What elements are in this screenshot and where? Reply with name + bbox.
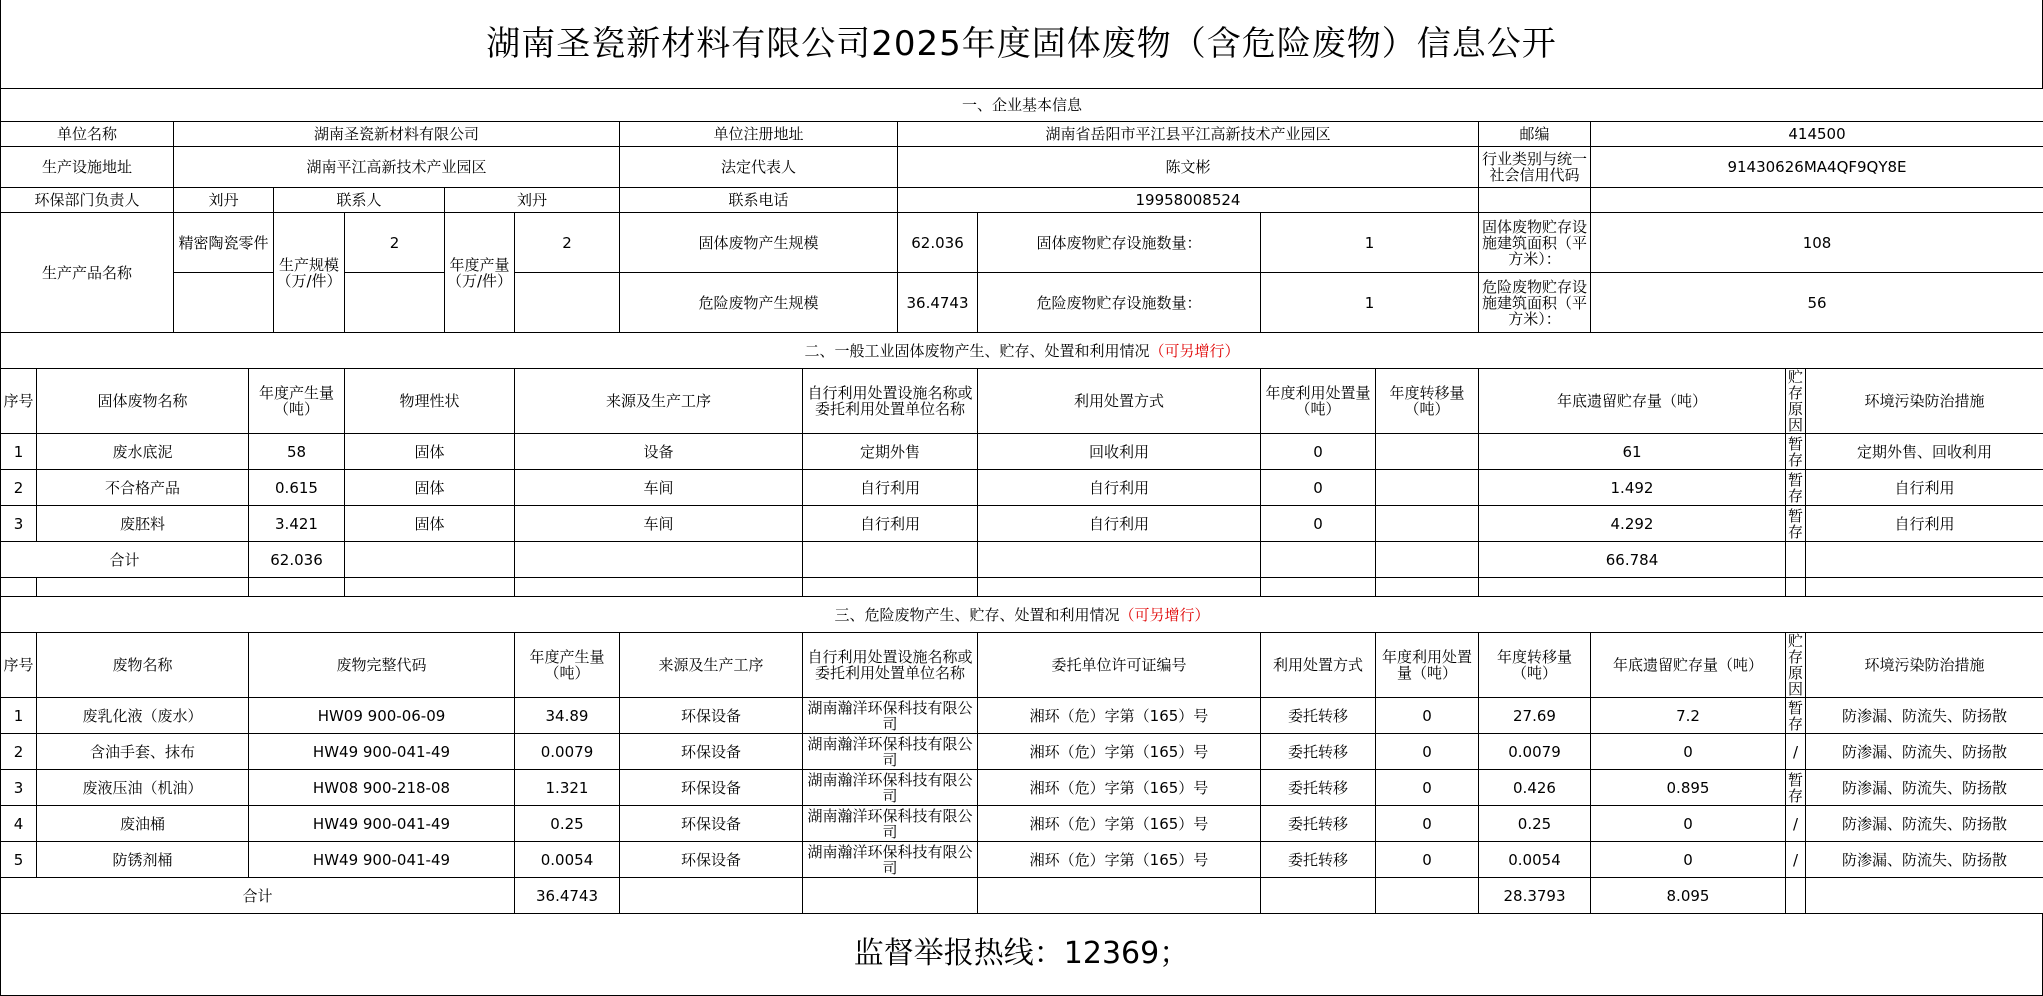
s3-cell: /	[1786, 842, 1806, 878]
s2-cell: 0.615	[249, 470, 345, 506]
s2-cell: 固体	[345, 434, 515, 470]
blank-cell	[345, 542, 515, 578]
s3-table-row	[1, 770, 2043, 806]
reg-addr-label: 单位注册地址	[620, 122, 898, 147]
s3-cell: 0	[1376, 770, 1479, 806]
s3-cell: 0.0054	[515, 842, 620, 878]
s2-cell: 回收利用	[978, 434, 1261, 470]
s2-cell	[1376, 506, 1479, 542]
s2-cell: 4.292	[1479, 506, 1786, 542]
s2-total-label: 合计	[1, 542, 249, 578]
solid-area-value: 108	[1591, 213, 2043, 273]
s3-cell: 0.0079	[515, 734, 620, 770]
s3-total-storage: 8.095	[1591, 878, 1786, 914]
section3-title: 三、危险废物产生、贮存、处置和利用情况	[834, 606, 1119, 624]
s2-cell: 61	[1479, 434, 1786, 470]
s2-cell: 暂存	[1786, 434, 1806, 470]
s3-cell: 4	[1, 806, 37, 842]
product-label: 生产产品名称	[1, 213, 174, 333]
s2-cell	[1376, 470, 1479, 506]
blank-cell	[1376, 542, 1479, 578]
s2-header-cell: 年度产生量（吨）	[249, 369, 345, 434]
s3-cell: HW08 900-218-08	[249, 770, 515, 806]
s3-cell: 防渗漏、防流失、防扬散	[1806, 734, 2043, 770]
haz-area-value: 56	[1591, 273, 2043, 333]
s3-cell: 湖南瀚洋环保科技有限公司	[803, 842, 978, 878]
prod-scale-value: 2	[345, 213, 445, 273]
s3-cell: 湖南瀚洋环保科技有限公司	[803, 698, 978, 734]
s3-table-row	[1, 842, 2043, 878]
s3-header-cell: 委托单位许可证编号	[978, 633, 1261, 698]
s2-total-storage: 66.784	[1479, 542, 1786, 578]
s3-cell: 0.0079	[1479, 734, 1591, 770]
s3-cell: 环保设备	[620, 734, 803, 770]
phone-value: 19958008524	[898, 188, 1479, 213]
s2-header-cell: 贮存原因	[1786, 369, 1806, 434]
industry-label: 行业类别与统一社会信用代码	[1479, 147, 1591, 188]
s3-cell: 0	[1591, 734, 1786, 770]
blank-cell	[515, 542, 803, 578]
s3-cell: 5	[1, 842, 37, 878]
section3-heading	[1, 597, 2043, 633]
section2-title: 二、一般工业固体废物产生、贮存、处置和利用情况	[804, 342, 1149, 360]
s3-table-row	[1, 806, 2043, 842]
s3-cell: 0	[1376, 806, 1479, 842]
page-title: 湖南圣瓷新材料有限公司2025年度固体废物（含危险废物）信息公开	[0, 0, 2043, 88]
s2-cell: 自行利用	[978, 470, 1261, 506]
blank-cell	[1261, 542, 1376, 578]
s3-cell: 2	[1, 734, 37, 770]
haz-area-label: 危险废物贮存设施建筑面积（平方米）：	[1479, 273, 1591, 333]
blank-cell	[1376, 878, 1479, 914]
s2-cell: 不合格产品	[37, 470, 249, 506]
annual-output-value: 2	[515, 213, 620, 273]
s3-cell: 委托转移	[1261, 806, 1376, 842]
s3-cell: HW09 900-06-09	[249, 698, 515, 734]
section2-heading	[1, 333, 2043, 369]
s2-cell: 58	[249, 434, 345, 470]
s3-cell: 0	[1376, 698, 1479, 734]
s3-header-cell: 年度转移量（吨）	[1479, 633, 1591, 698]
s3-table-row	[1, 734, 2043, 770]
unit-name-label: 单位名称	[1, 122, 174, 147]
s3-cell: 0.895	[1591, 770, 1786, 806]
s3-header-cell: 年度产生量（吨）	[515, 633, 620, 698]
phone-label: 联系电话	[620, 188, 898, 213]
blank-cell	[1806, 878, 2043, 914]
s3-header-cell: 废物完整代码	[249, 633, 515, 698]
s2-header-cell: 序号	[1, 369, 37, 434]
s2-header-cell: 环境污染防治措施	[1806, 369, 2043, 434]
blank-cell	[1479, 188, 1591, 213]
s2-cell: 废水底泥	[37, 434, 249, 470]
s3-cell: 环保设备	[620, 698, 803, 734]
env-head-value: 刘丹	[174, 188, 274, 213]
s2-header-cell: 年度转移量（吨）	[1376, 369, 1479, 434]
contact-value: 刘丹	[445, 188, 620, 213]
s3-cell: 环保设备	[620, 770, 803, 806]
s2-cell: 0	[1261, 434, 1376, 470]
haz-facility-count-value: 1	[1261, 273, 1479, 333]
blank-cell	[515, 273, 620, 333]
s3-cell: 0	[1591, 806, 1786, 842]
s3-cell: 湘环（危）字第（165）号	[978, 734, 1261, 770]
s3-cell: 废液压油（机油）	[37, 770, 249, 806]
solid-scale-value: 62.036	[898, 213, 978, 273]
s3-header-cell: 年度利用处置量（吨）	[1376, 633, 1479, 698]
s3-total-transfer: 28.3793	[1479, 878, 1591, 914]
section3-note: （可另增行）	[1120, 606, 1210, 624]
s2-cell: 3	[1, 506, 37, 542]
s3-cell: 湘环（危）字第（165）号	[978, 842, 1261, 878]
s3-cell: 含油手套、抹布	[37, 734, 249, 770]
blank-cell	[174, 273, 274, 333]
s2-total-row	[1, 542, 2043, 578]
hotline-text: 监督举报热线：12369；	[0, 914, 2043, 996]
facility-addr-label: 生产设施地址	[1, 147, 174, 188]
reg-addr-value: 湖南省岳阳市平江县平江高新技术产业园区	[898, 122, 1479, 147]
s3-cell: 暂存	[1786, 770, 1806, 806]
solid-scale-label: 固体废物产生规模	[620, 213, 898, 273]
haz-facility-count-label: 危险废物贮存设施数量：	[978, 273, 1261, 333]
blank-cell	[1806, 542, 2043, 578]
s2-cell: 设备	[515, 434, 803, 470]
blank-cell	[978, 542, 1261, 578]
s3-cell: 委托转移	[1261, 770, 1376, 806]
s2-cell: 自行利用	[978, 506, 1261, 542]
s2-cell: 自行利用	[1806, 470, 2043, 506]
s3-cell: 1	[1, 698, 37, 734]
blank-cell	[1591, 188, 2043, 213]
spacer-row	[1, 578, 2043, 597]
s3-cell: 1.321	[515, 770, 620, 806]
s2-cell	[1376, 434, 1479, 470]
annual-output-label: 年度产量（万/件）	[445, 213, 515, 333]
haz-scale-label: 危险废物产生规模	[620, 273, 898, 333]
s3-cell: /	[1786, 734, 1806, 770]
s3-cell: 防渗漏、防流失、防扬散	[1806, 770, 2043, 806]
facility-addr-value: 湖南平江高新技术产业园区	[174, 147, 620, 188]
s2-cell: 废胚料	[37, 506, 249, 542]
s3-cell: HW49 900-041-49	[249, 842, 515, 878]
s2-cell: 暂存	[1786, 506, 1806, 542]
s3-cell: HW49 900-041-49	[249, 734, 515, 770]
s3-cell: 暂存	[1786, 698, 1806, 734]
prod-scale-label: 生产规模（万/件）	[274, 213, 345, 333]
s3-cell: 湖南瀚洋环保科技有限公司	[803, 770, 978, 806]
s3-cell: 湖南瀚洋环保科技有限公司	[803, 806, 978, 842]
s2-cell: 暂存	[1786, 470, 1806, 506]
s3-cell: 防渗漏、防流失、防扬散	[1806, 842, 2043, 878]
s3-cell: 3	[1, 770, 37, 806]
s3-cell: 0	[1591, 842, 1786, 878]
blank-cell	[1786, 878, 1806, 914]
s3-header-cell: 序号	[1, 633, 37, 698]
legal-rep-value: 陈文彬	[898, 147, 1479, 188]
section1-heading: 一、企业基本信息	[1, 89, 2043, 122]
s3-cell: 0.426	[1479, 770, 1591, 806]
s3-header-cell: 废物名称	[37, 633, 249, 698]
s3-header-cell: 环境污染防治措施	[1806, 633, 2043, 698]
s3-cell: 委托转移	[1261, 842, 1376, 878]
s2-table-row	[1, 470, 2043, 506]
blank-cell	[345, 273, 445, 333]
s3-cell: 防锈剂桶	[37, 842, 249, 878]
s2-table-row	[1, 434, 2043, 470]
s3-header-cell: 来源及生产工序	[620, 633, 803, 698]
contact-label: 联系人	[274, 188, 445, 213]
blank-cell	[620, 878, 803, 914]
s3-cell: 0.25	[515, 806, 620, 842]
blank-cell	[978, 878, 1261, 914]
env-head-label: 环保部门负责人	[1, 188, 174, 213]
blank-cell	[803, 878, 978, 914]
s2-cell: 0	[1261, 470, 1376, 506]
blank-cell	[1786, 542, 1806, 578]
s3-cell: 湘环（危）字第（165）号	[978, 698, 1261, 734]
s2-cell: 车间	[515, 506, 803, 542]
s3-cell: 湖南瀚洋环保科技有限公司	[803, 734, 978, 770]
s3-cell: 27.69	[1479, 698, 1591, 734]
solid-area-label: 固体废物贮存设施建筑面积（平方米）：	[1479, 213, 1591, 273]
s2-cell: 车间	[515, 470, 803, 506]
legal-rep-label: 法定代表人	[620, 147, 898, 188]
s2-header-cell: 固体废物名称	[37, 369, 249, 434]
s2-table-row	[1, 506, 2043, 542]
s3-cell: /	[1786, 806, 1806, 842]
s2-header-cell: 年度利用处置量（吨）	[1261, 369, 1376, 434]
s3-total-label: 合计	[1, 878, 515, 914]
s3-cell: 废油桶	[37, 806, 249, 842]
haz-scale-value: 36.4743	[898, 273, 978, 333]
s3-header-cell: 利用处置方式	[1261, 633, 1376, 698]
s2-header-cell: 来源及生产工序	[515, 369, 803, 434]
s2-header-cell: 利用处置方式	[978, 369, 1261, 434]
s2-cell: 1	[1, 434, 37, 470]
s3-header-cell: 贮存原因	[1786, 633, 1806, 698]
s3-cell: 0.25	[1479, 806, 1591, 842]
product-value: 精密陶瓷零件	[174, 213, 274, 273]
s2-cell: 固体	[345, 506, 515, 542]
s2-cell: 3.421	[249, 506, 345, 542]
s3-cell: 委托转移	[1261, 734, 1376, 770]
s3-total-row	[1, 878, 2043, 914]
s2-header-cell: 自行利用处置设施名称或委托利用处置单位名称	[803, 369, 978, 434]
s2-cell: 定期外售	[803, 434, 978, 470]
s3-cell: HW49 900-041-49	[249, 806, 515, 842]
s3-cell: 湘环（危）字第（165）号	[978, 770, 1261, 806]
s3-cell: 湘环（危）字第（165）号	[978, 806, 1261, 842]
s2-cell: 自行利用	[1806, 506, 2043, 542]
s2-cell: 自行利用	[803, 470, 978, 506]
section2-note: （可另增行）	[1150, 342, 1240, 360]
s3-total-amount: 36.4743	[515, 878, 620, 914]
s2-header-cell: 物理性状	[345, 369, 515, 434]
s3-header-cell: 自行利用处置设施名称或委托利用处置单位名称	[803, 633, 978, 698]
solid-facility-count-value: 1	[1261, 213, 1479, 273]
s2-cell: 自行利用	[803, 506, 978, 542]
s3-cell: 7.2	[1591, 698, 1786, 734]
s3-cell: 废乳化液（废水）	[37, 698, 249, 734]
s2-total-amount: 62.036	[249, 542, 345, 578]
s2-cell: 0	[1261, 506, 1376, 542]
s2-cell: 2	[1, 470, 37, 506]
s2-cell: 固体	[345, 470, 515, 506]
s3-table-row	[1, 698, 2043, 734]
solid-facility-count-label: 固体废物贮存设施数量：	[978, 213, 1261, 273]
zip-value: 414500	[1591, 122, 2043, 147]
s2-cell: 1.492	[1479, 470, 1786, 506]
s3-cell: 环保设备	[620, 806, 803, 842]
s3-header-cell: 年底遗留贮存量（吨）	[1591, 633, 1786, 698]
s3-cell: 0	[1376, 734, 1479, 770]
s3-cell: 防渗漏、防流失、防扬散	[1806, 698, 2043, 734]
blank-cell	[803, 542, 978, 578]
s2-cell: 定期外售、回收利用	[1806, 434, 2043, 470]
s3-cell: 0.0054	[1479, 842, 1591, 878]
disclosure-table	[0, 88, 2043, 914]
s3-cell: 34.89	[515, 698, 620, 734]
unit-name-value: 湖南圣瓷新材料有限公司	[174, 122, 620, 147]
s2-header-cell: 年底遗留贮存量（吨）	[1479, 369, 1786, 434]
s3-cell: 防渗漏、防流失、防扬散	[1806, 806, 2043, 842]
s3-cell: 0	[1376, 842, 1479, 878]
zip-label: 邮编	[1479, 122, 1591, 147]
industry-code-value: 91430626MA4QF9QY8E	[1591, 147, 2043, 188]
s3-cell: 委托转移	[1261, 698, 1376, 734]
s3-cell: 环保设备	[620, 842, 803, 878]
blank-cell	[1261, 878, 1376, 914]
